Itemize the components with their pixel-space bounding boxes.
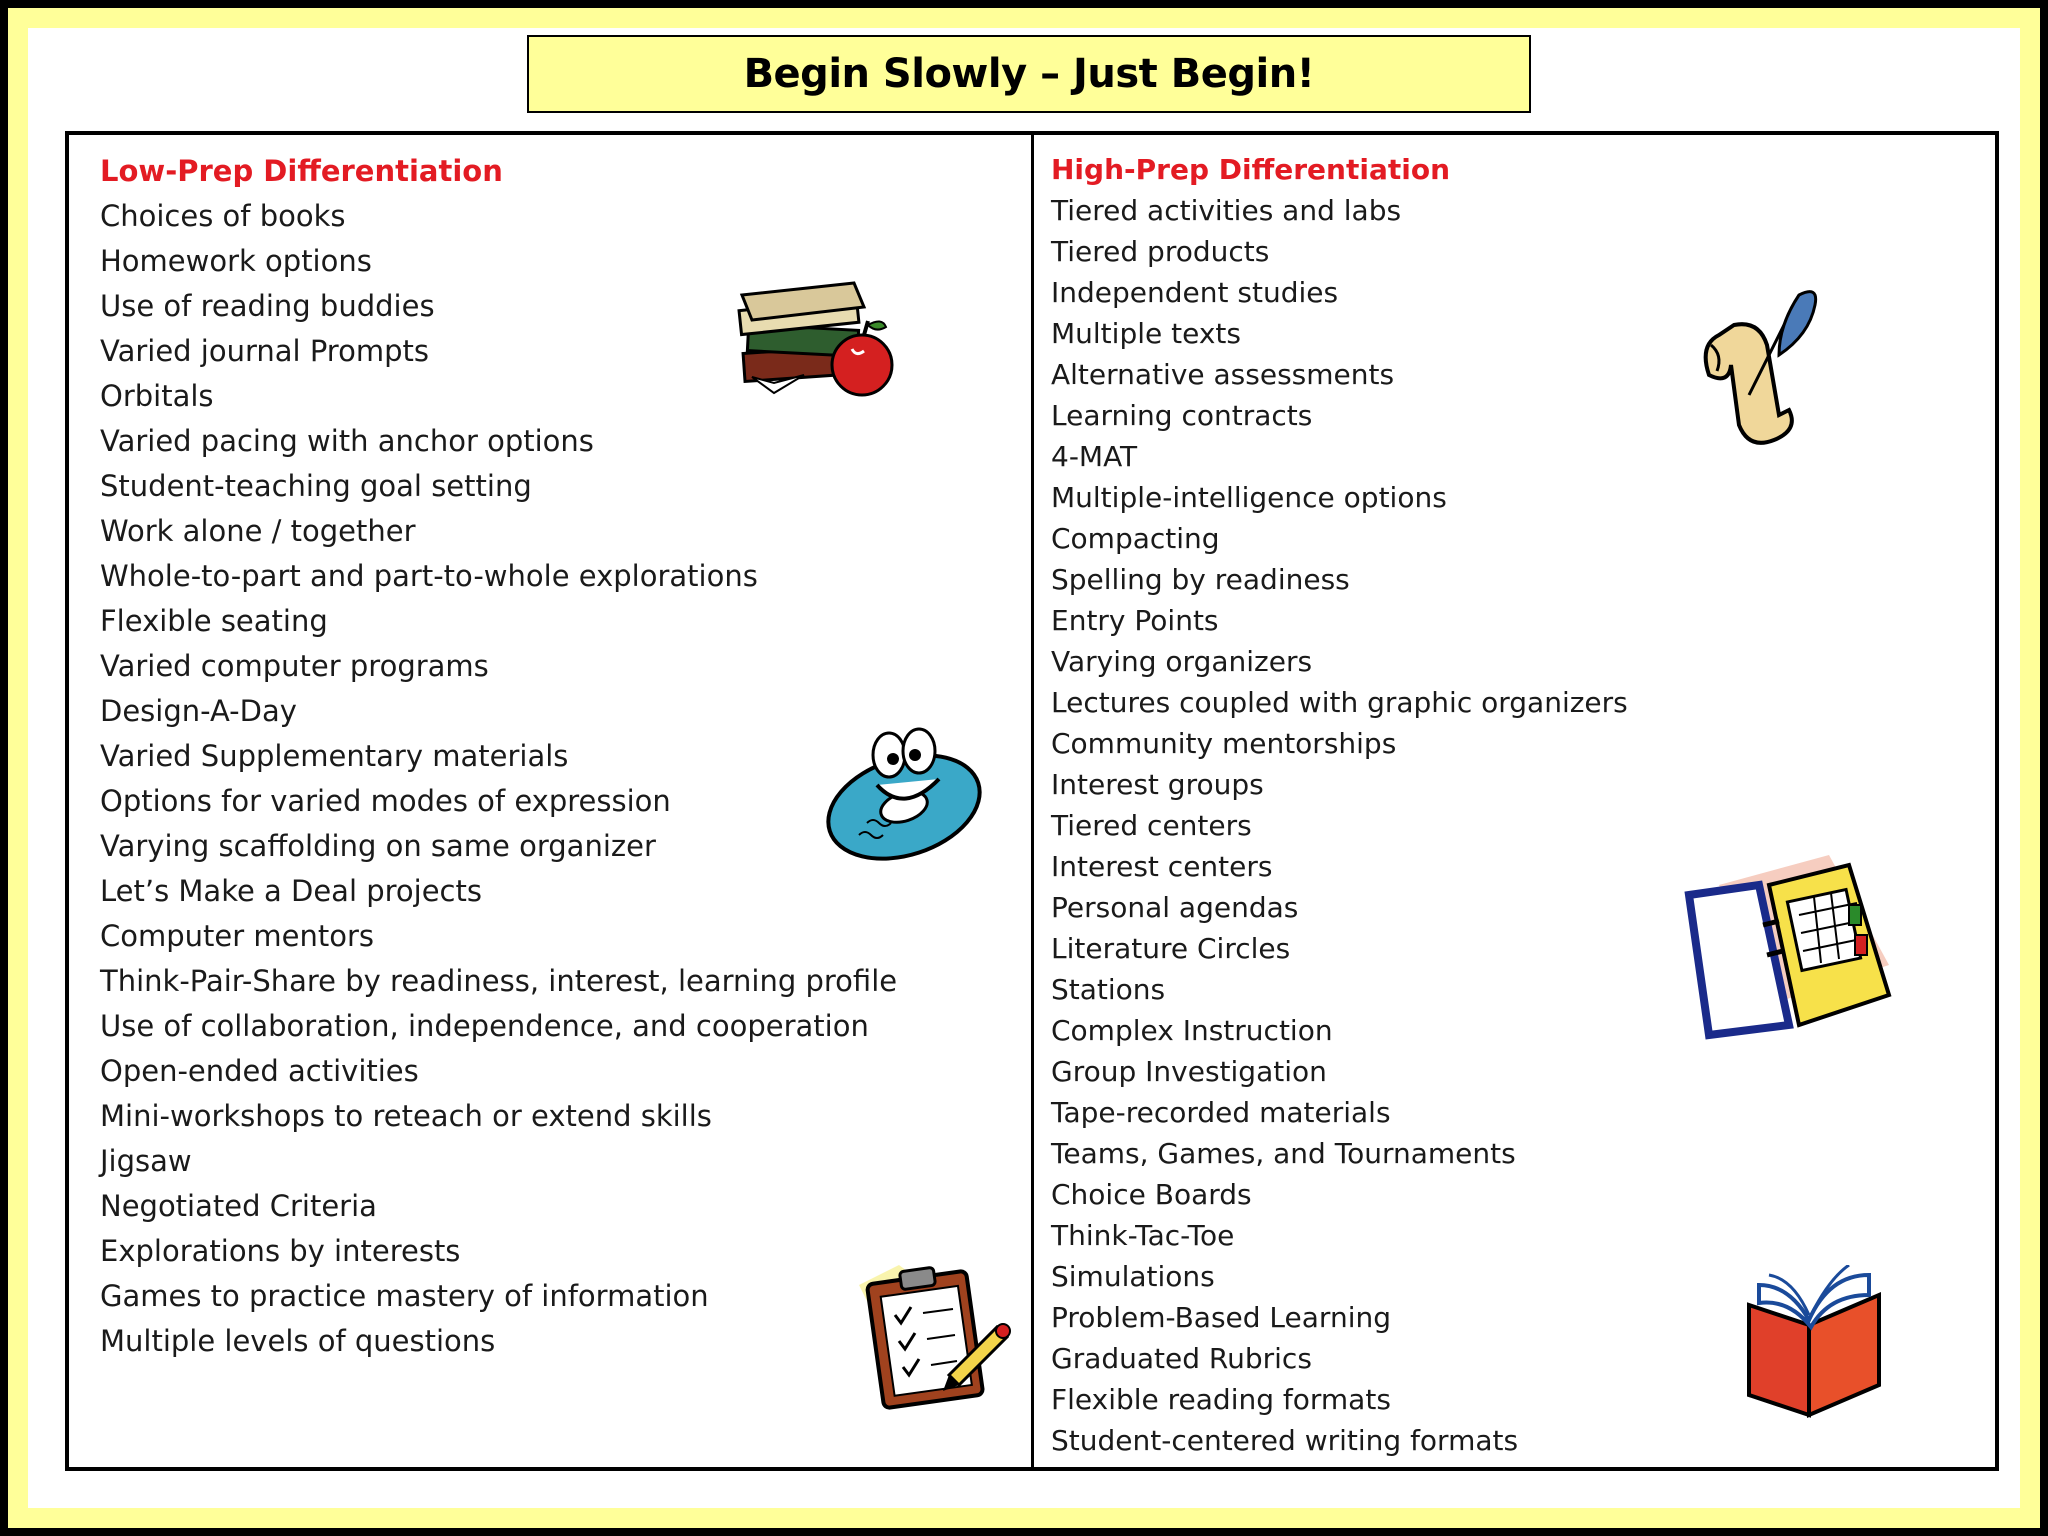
scroll-quill-icon: [1679, 275, 1829, 455]
low-prep-item: Design-A-Day: [100, 694, 297, 728]
high-prep-item: Community mentorships: [1051, 727, 1397, 760]
low-prep-item: Mini-workshops to reteach or extend skills: [100, 1099, 712, 1133]
high-prep-item: Varying organizers: [1051, 645, 1313, 678]
high-prep-item: Tape-recorded materials: [1051, 1096, 1391, 1129]
high-prep-item: Tiered activities and labs: [1051, 194, 1402, 227]
low-prep-item: Negotiated Criteria: [100, 1189, 377, 1223]
high-prep-item: Teams, Games, and Tournaments: [1051, 1137, 1516, 1170]
high-prep-item: Multiple-intelligence options: [1051, 481, 1447, 514]
low-prep-item: Varied pacing with anchor options: [100, 424, 594, 458]
low-prep-item: Varying scaffolding on same organizer: [100, 829, 656, 863]
high-prep-item: Stations: [1051, 973, 1166, 1006]
high-prep-item: Multiple texts: [1051, 317, 1241, 350]
high-prep-item: Flexible reading formats: [1051, 1383, 1391, 1416]
high-prep-item: Tiered products: [1051, 235, 1270, 268]
low-prep-item: Think-Pair-Share by readiness, interest, learning profile: [100, 964, 898, 998]
high-prep-item: Entry Points: [1051, 604, 1219, 637]
high-prep-item: 4-MAT: [1051, 440, 1138, 473]
high-prep-item: Problem-Based Learning: [1051, 1301, 1391, 1334]
high-prep-item: Literature Circles: [1051, 932, 1291, 965]
high-prep-item: Tiered centers: [1051, 809, 1252, 842]
high-prep-item: Think-Tac-Toe: [1051, 1219, 1235, 1252]
high-prep-item: Independent studies: [1051, 276, 1339, 309]
low-prep-item: Explorations by interests: [100, 1234, 461, 1268]
low-prep-item: Use of collaboration, independence, and cooperation: [100, 1009, 869, 1043]
low-prep-item: Choices of books: [100, 199, 346, 233]
clipboard-checklist-icon: [839, 1255, 1019, 1415]
low-prep-item: Multiple levels of questions: [100, 1324, 496, 1358]
high-prep-item: Personal agendas: [1051, 891, 1299, 924]
high-prep-item: Learning contracts: [1051, 399, 1313, 432]
high-prep-item: Complex Instruction: [1051, 1014, 1333, 1047]
low-prep-item: Open-ended activities: [100, 1054, 419, 1088]
title-box: [527, 35, 1531, 113]
low-prep-heading: Low-Prep Differentiation: [100, 154, 503, 188]
low-prep-item: Whole-to-part and part-to-whole explorations: [100, 559, 758, 593]
high-prep-item: Lectures coupled with graphic organizers: [1051, 686, 1628, 719]
open-book-icon: [1729, 1265, 1899, 1435]
high-prep-item: Graduated Rubrics: [1051, 1342, 1312, 1375]
books-apple-icon: [734, 265, 904, 405]
low-prep-item: Use of reading buddies: [100, 289, 435, 323]
low-prep-item: Varied computer programs: [100, 649, 489, 683]
high-prep-item: Compacting: [1051, 522, 1220, 555]
high-prep-item: Spelling by readiness: [1051, 563, 1350, 596]
low-prep-item: Work alone / together: [100, 514, 416, 548]
computer-disc-icon: [819, 715, 989, 865]
high-prep-item: Group Investigation: [1051, 1055, 1327, 1088]
page-frame: [8, 8, 2040, 1528]
high-prep-item: Interest groups: [1051, 768, 1264, 801]
high-prep-item: Alternative assessments: [1051, 358, 1395, 391]
comparison-table: [65, 131, 1999, 1471]
column-divider: [1031, 135, 1034, 1467]
low-prep-item: Games to practice mastery of information: [100, 1279, 709, 1313]
high-prep-item: Student-centered writing formats: [1051, 1424, 1519, 1457]
high-prep-heading: High-Prep Differentiation: [1051, 153, 1451, 186]
low-prep-item: Let’s Make a Deal projects: [100, 874, 482, 908]
binder-icon: [1679, 845, 1899, 1045]
low-prep-item: Options for varied modes of expression: [100, 784, 671, 818]
low-prep-item: Varied journal Prompts: [100, 334, 429, 368]
page-title: Begin Slowly – Just Begin!: [743, 51, 1315, 97]
low-prep-item: Orbitals: [100, 379, 214, 413]
high-prep-item: Choice Boards: [1051, 1178, 1252, 1211]
low-prep-item: Jigsaw: [100, 1144, 192, 1178]
low-prep-item: Varied Supplementary materials: [100, 739, 569, 773]
low-prep-item: Student-teaching goal setting: [100, 469, 532, 503]
low-prep-item: Homework options: [100, 244, 372, 278]
high-prep-item: Simulations: [1051, 1260, 1215, 1293]
low-prep-item: Flexible seating: [100, 604, 328, 638]
low-prep-item: Computer mentors: [100, 919, 374, 953]
high-prep-item: Interest centers: [1051, 850, 1273, 883]
page: [28, 28, 2020, 1508]
